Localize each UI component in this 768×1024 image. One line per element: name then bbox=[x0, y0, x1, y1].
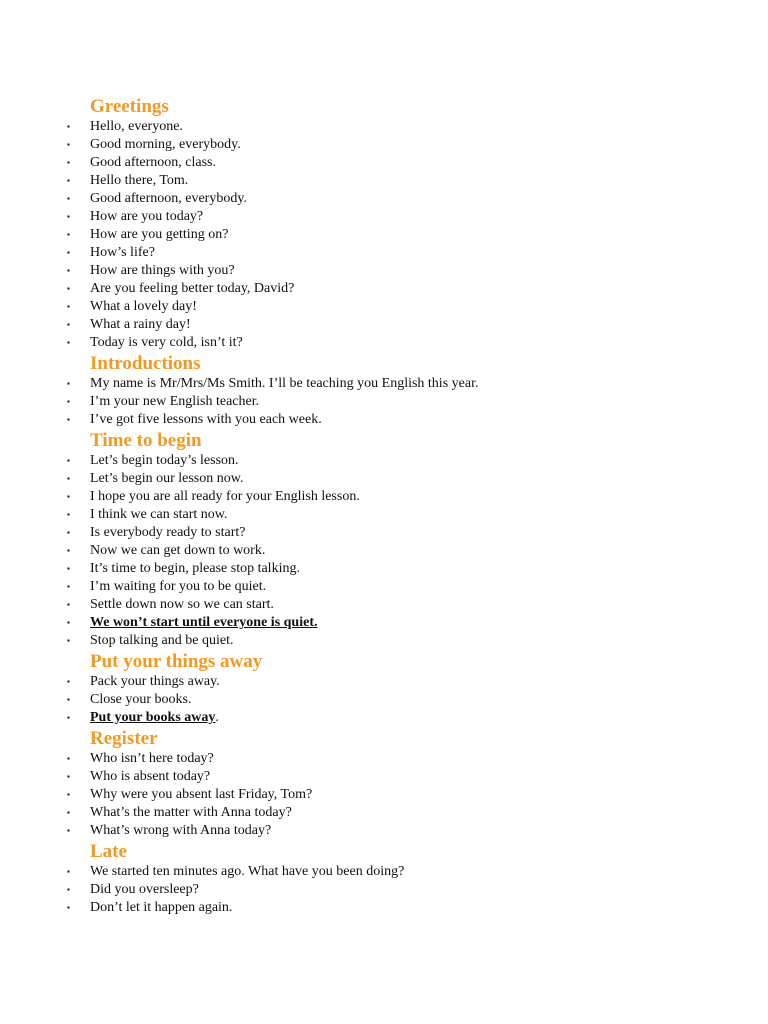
square-bullet-icon: ▪ bbox=[67, 754, 70, 763]
list-item bbox=[0, 136, 768, 154]
square-bullet-icon: ▪ bbox=[67, 546, 70, 555]
section-time-to-begin bbox=[0, 429, 768, 650]
phrase-text: Don’t let it happen again. bbox=[90, 900, 233, 915]
list-item bbox=[0, 488, 768, 506]
emphasized-phrase-text: Put your books away bbox=[90, 710, 216, 725]
list-item bbox=[0, 750, 768, 768]
square-bullet-icon: ▪ bbox=[67, 582, 70, 591]
list-item bbox=[0, 190, 768, 208]
list-item bbox=[0, 596, 768, 614]
phrase-text: Good afternoon, class. bbox=[90, 155, 216, 170]
phrase-text: Did you oversleep? bbox=[90, 882, 199, 897]
square-bullet-icon: ▪ bbox=[67, 212, 70, 221]
square-bullet-icon: ▪ bbox=[67, 713, 70, 722]
list-item bbox=[0, 280, 768, 298]
list-item bbox=[0, 578, 768, 596]
phrase-text: Are you feeling better today, David? bbox=[90, 281, 295, 296]
list-item bbox=[0, 863, 768, 881]
list-item bbox=[0, 560, 768, 578]
square-bullet-icon: ▪ bbox=[67, 397, 70, 406]
square-bullet-icon: ▪ bbox=[67, 302, 70, 311]
section-heading: Time to begin bbox=[90, 430, 202, 451]
phrase-text: What a rainy day! bbox=[90, 317, 191, 332]
section-heading: Register bbox=[90, 728, 158, 749]
phrase-text: Hello, everyone. bbox=[90, 119, 183, 134]
phrase-text: Close your books. bbox=[90, 692, 192, 707]
document-page bbox=[0, 95, 768, 917]
phrase-text: Settle down now so we can start. bbox=[90, 597, 274, 612]
emphasized-phrase-text: We won’t start until everyone is quiet. bbox=[90, 615, 318, 630]
list-item bbox=[0, 673, 768, 691]
square-bullet-icon: ▪ bbox=[67, 230, 70, 239]
phrase-text: It’s time to begin, please stop talking. bbox=[90, 561, 300, 576]
phrase-list bbox=[0, 863, 768, 917]
phrase-text: Who isn’t here today? bbox=[90, 751, 214, 766]
phrase-text: What’s wrong with Anna today? bbox=[90, 823, 272, 838]
square-bullet-icon: ▪ bbox=[67, 176, 70, 185]
phrase-text: Why were you absent last Friday, Tom? bbox=[90, 787, 313, 802]
phrase-text: Now we can get down to work. bbox=[90, 543, 266, 558]
square-bullet-icon: ▪ bbox=[67, 320, 70, 329]
square-bullet-icon: ▪ bbox=[67, 474, 70, 483]
phrase-text: How are you today? bbox=[90, 209, 204, 224]
phrase-punctuation: . bbox=[215, 710, 219, 725]
list-item bbox=[0, 899, 768, 917]
square-bullet-icon: ▪ bbox=[67, 826, 70, 835]
phrase-text: Pack your things away. bbox=[90, 674, 220, 689]
square-bullet-icon: ▪ bbox=[67, 867, 70, 876]
section-late bbox=[0, 840, 768, 917]
square-bullet-icon: ▪ bbox=[67, 528, 70, 537]
phrase-text: What a lovely day! bbox=[90, 299, 197, 314]
square-bullet-icon: ▪ bbox=[67, 266, 70, 275]
list-item bbox=[0, 226, 768, 244]
phrase-list bbox=[0, 750, 768, 840]
phrase-text: How are things with you? bbox=[90, 263, 235, 278]
square-bullet-icon: ▪ bbox=[67, 158, 70, 167]
square-bullet-icon: ▪ bbox=[67, 618, 70, 627]
square-bullet-icon: ▪ bbox=[67, 140, 70, 149]
list-item bbox=[0, 334, 768, 352]
square-bullet-icon: ▪ bbox=[67, 248, 70, 257]
list-item bbox=[0, 244, 768, 262]
phrase-text: I think we can start now. bbox=[90, 507, 228, 522]
section-heading: Introductions bbox=[90, 353, 201, 374]
list-item bbox=[0, 506, 768, 524]
list-item bbox=[0, 524, 768, 542]
phrase-text: How’s life? bbox=[90, 245, 155, 260]
section-heading: Late bbox=[90, 841, 127, 862]
square-bullet-icon: ▪ bbox=[67, 808, 70, 817]
list-item bbox=[0, 118, 768, 136]
square-bullet-icon: ▪ bbox=[67, 284, 70, 293]
phrase-text: We started ten minutes ago. What have you been doing? bbox=[90, 864, 405, 879]
list-item bbox=[0, 542, 768, 560]
phrase-list bbox=[0, 118, 768, 352]
phrase-text: Let’s begin today’s lesson. bbox=[90, 453, 239, 468]
phrase-text: Stop talking and be quiet. bbox=[90, 633, 234, 648]
list-item bbox=[0, 172, 768, 190]
list-item bbox=[0, 691, 768, 709]
list-item bbox=[0, 375, 768, 393]
phrase-text: I’m your new English teacher. bbox=[90, 394, 260, 409]
phrase-text: Today is very cold, isn’t it? bbox=[90, 335, 243, 350]
section-heading: Greetings bbox=[90, 96, 169, 117]
square-bullet-icon: ▪ bbox=[67, 903, 70, 912]
section-put-your-things-away bbox=[0, 650, 768, 727]
list-item bbox=[0, 470, 768, 488]
section-register bbox=[0, 727, 768, 840]
square-bullet-icon: ▪ bbox=[67, 600, 70, 609]
list-item bbox=[0, 298, 768, 316]
square-bullet-icon: ▪ bbox=[67, 510, 70, 519]
square-bullet-icon: ▪ bbox=[67, 379, 70, 388]
square-bullet-icon: ▪ bbox=[67, 564, 70, 573]
square-bullet-icon: ▪ bbox=[67, 772, 70, 781]
phrase-text: Is everybody ready to start? bbox=[90, 525, 246, 540]
list-item bbox=[0, 881, 768, 899]
list-item bbox=[0, 393, 768, 411]
section-greetings bbox=[0, 95, 768, 352]
section-introductions bbox=[0, 352, 768, 429]
list-item bbox=[0, 614, 768, 632]
square-bullet-icon: ▪ bbox=[67, 790, 70, 799]
phrase-list bbox=[0, 452, 768, 650]
phrase-list bbox=[0, 673, 768, 727]
square-bullet-icon: ▪ bbox=[67, 885, 70, 894]
list-item bbox=[0, 632, 768, 650]
phrase-text: Good morning, everybody. bbox=[90, 137, 241, 152]
phrase-text: What’s the matter with Anna today? bbox=[90, 805, 292, 820]
square-bullet-icon: ▪ bbox=[67, 122, 70, 131]
square-bullet-icon: ▪ bbox=[67, 695, 70, 704]
list-item bbox=[0, 316, 768, 334]
phrase-text: How are you getting on? bbox=[90, 227, 229, 242]
square-bullet-icon: ▪ bbox=[67, 338, 70, 347]
section-heading: Put your things away bbox=[90, 651, 263, 672]
phrase-text: Who is absent today? bbox=[90, 769, 211, 784]
square-bullet-icon: ▪ bbox=[67, 636, 70, 645]
list-item bbox=[0, 709, 768, 727]
phrase-text: Hello there, Tom. bbox=[90, 173, 189, 188]
square-bullet-icon: ▪ bbox=[67, 677, 70, 686]
list-item bbox=[0, 452, 768, 470]
list-item bbox=[0, 262, 768, 280]
square-bullet-icon: ▪ bbox=[67, 456, 70, 465]
list-item bbox=[0, 154, 768, 172]
list-item bbox=[0, 786, 768, 804]
phrase-text: I’m waiting for you to be quiet. bbox=[90, 579, 267, 594]
phrase-text: I hope you are all ready for your English lesson. bbox=[90, 489, 360, 504]
square-bullet-icon: ▪ bbox=[67, 415, 70, 424]
square-bullet-icon: ▪ bbox=[67, 492, 70, 501]
list-item bbox=[0, 208, 768, 226]
list-item bbox=[0, 768, 768, 786]
list-item bbox=[0, 804, 768, 822]
phrase-text: Let’s begin our lesson now. bbox=[90, 471, 244, 486]
list-item bbox=[0, 411, 768, 429]
square-bullet-icon: ▪ bbox=[67, 194, 70, 203]
phrase-text: I’ve got five lessons with you each week. bbox=[90, 412, 322, 427]
phrase-list bbox=[0, 375, 768, 429]
phrase-text: Good afternoon, everybody. bbox=[90, 191, 247, 206]
list-item bbox=[0, 822, 768, 840]
phrase-text: My name is Mr/Mrs/Ms Smith. I’ll be teaching you English this year. bbox=[90, 376, 479, 391]
